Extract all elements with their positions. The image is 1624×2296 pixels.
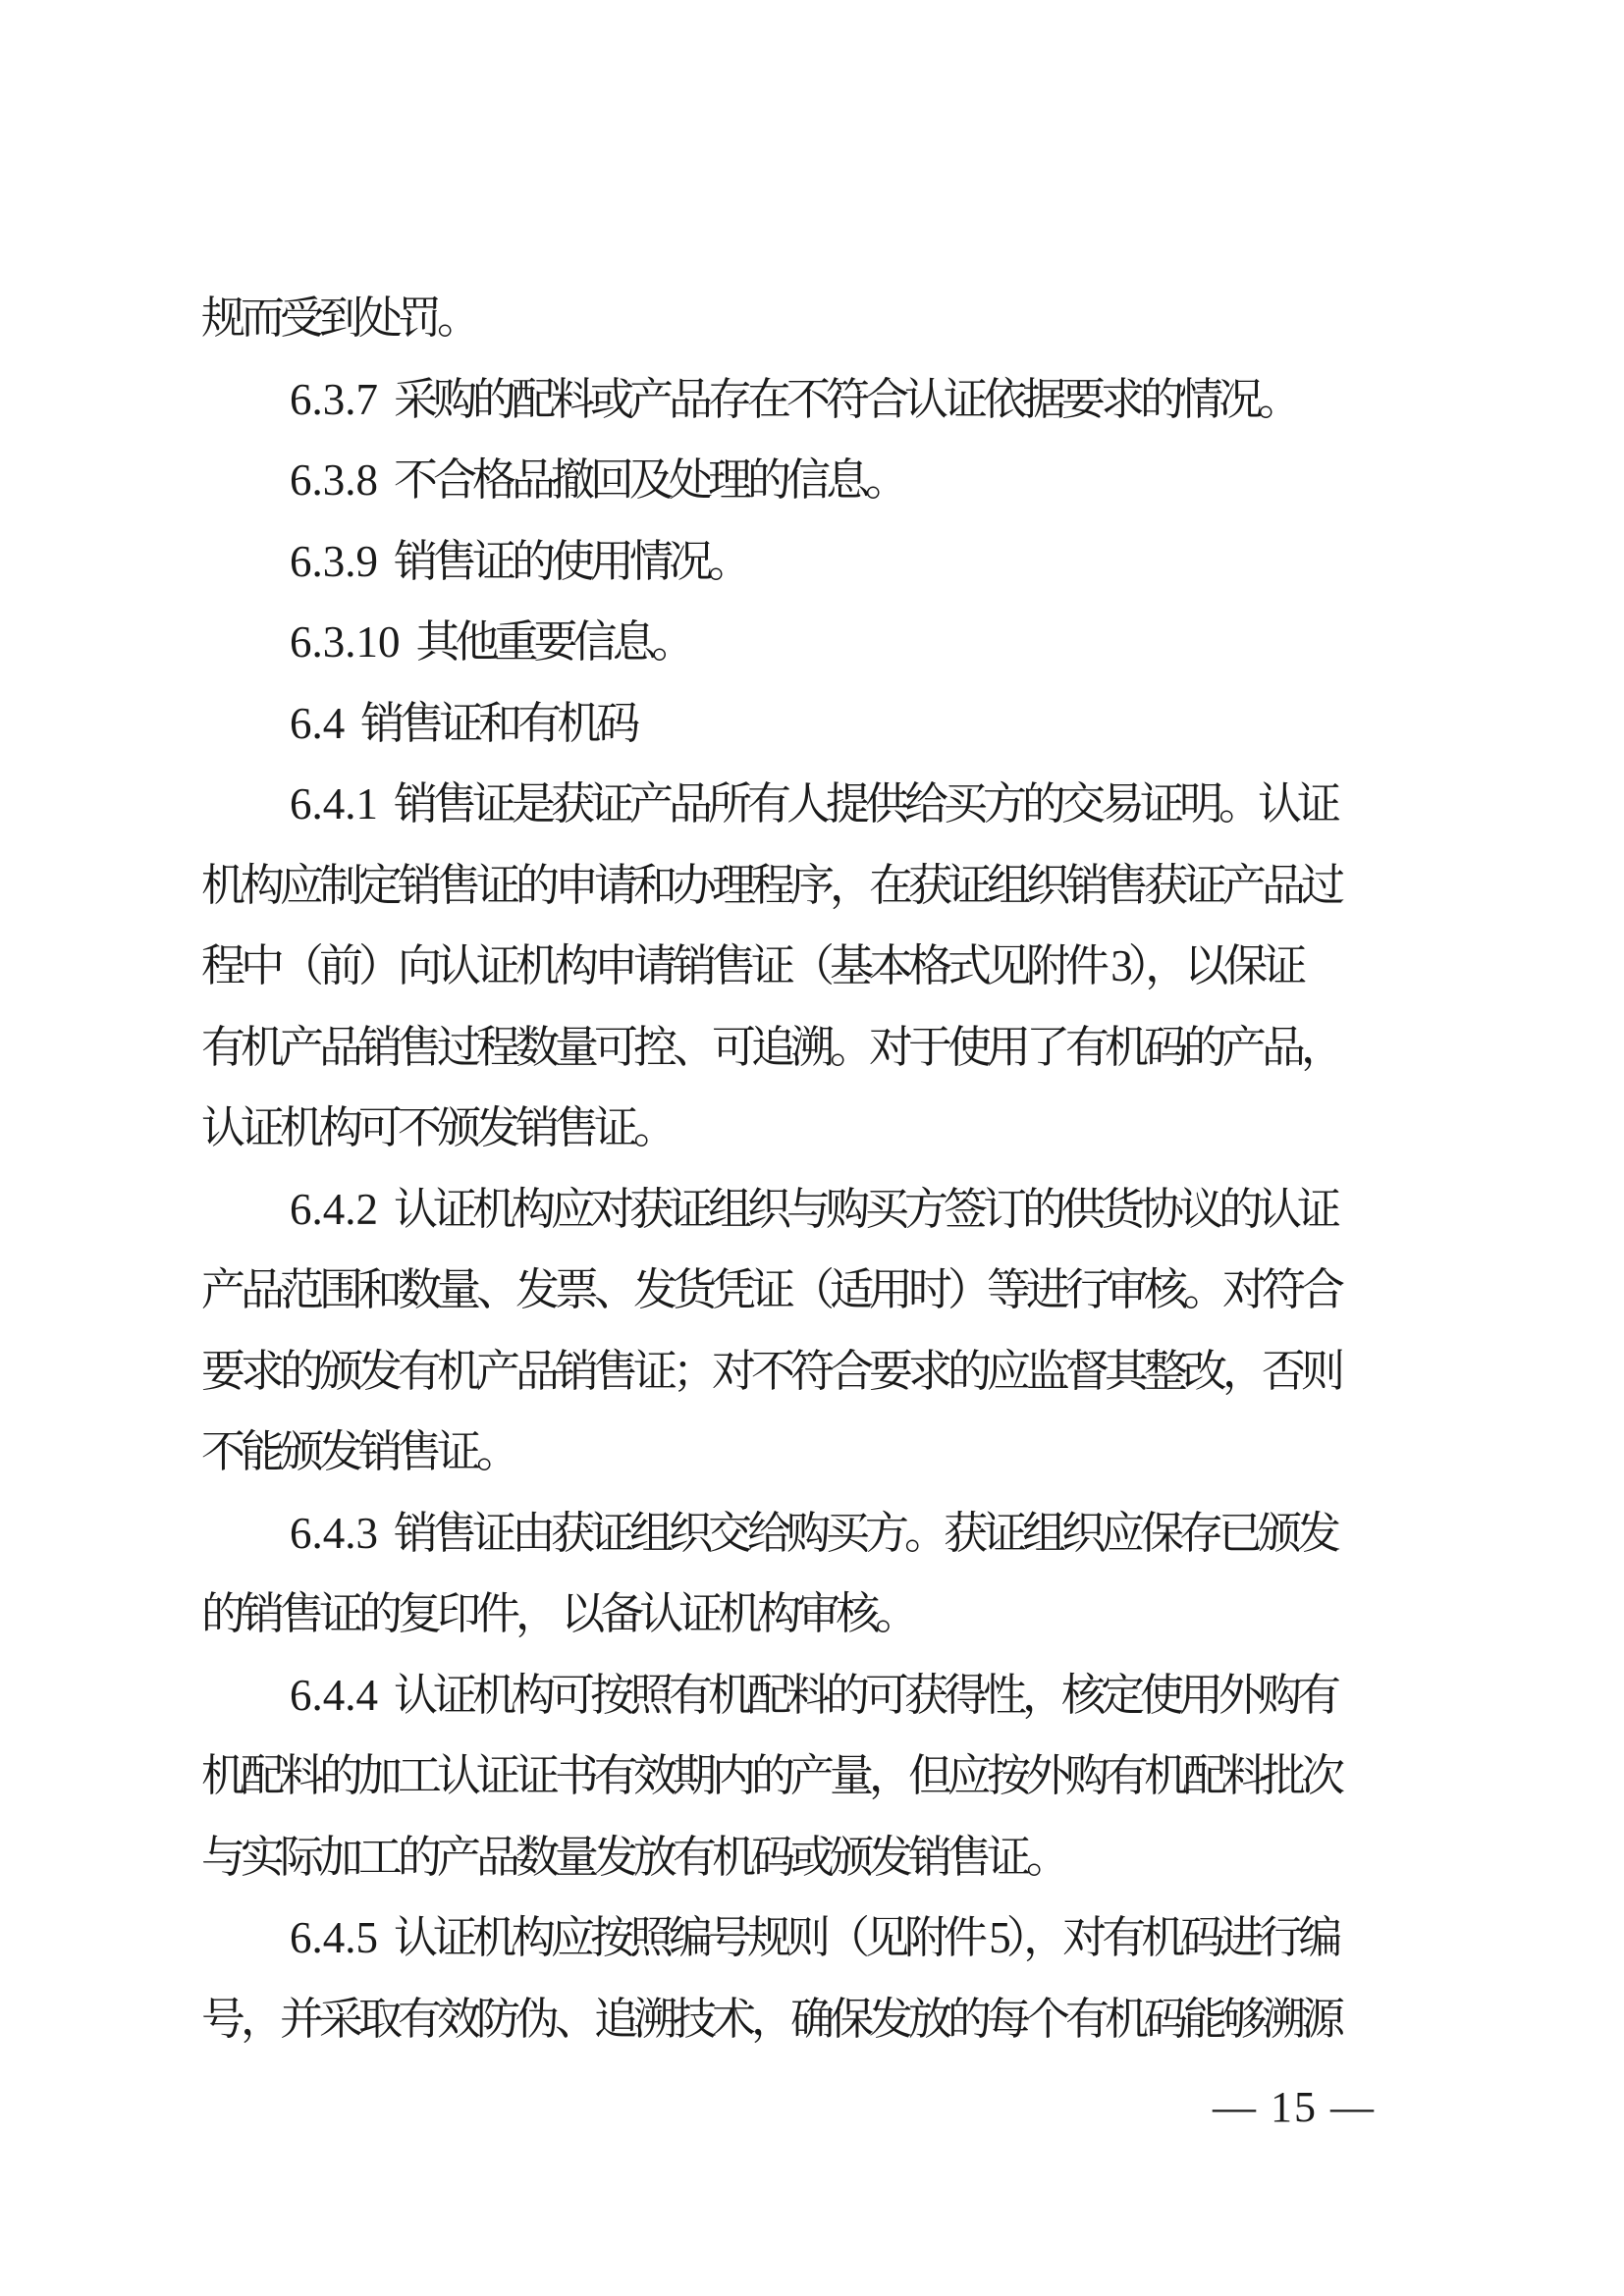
text-line [201,1655,1355,1736]
text-line-content: 不能颁发销售证。 [201,1427,516,1476]
text-line-content: 销售证的使用情况。 [394,536,748,586]
text-line [201,1897,1355,1979]
section-number: 6.4.1 [290,779,378,828]
text-line-content: 认证机构应按照编号规则（见附件 5），对有机码进行编 [394,1913,1338,1962]
text-line [201,1331,1355,1413]
text-line-content: 认证机构可不颁发销售证。 [201,1103,674,1152]
text-line [201,683,1355,765]
text-line [201,1250,1355,1331]
text-line-content: 号，并采取有效防伪、追溯技术，确保发放的每个有机码能够溯源 [201,1994,1341,2044]
text-line-content: 的销售证的复印件， 以备认证机构审核。 [201,1589,915,1638]
text-line-content: 认证机构可按照有机配料的可获得性，核定使用外购有 [394,1670,1337,1720]
text-line-content: 产品范围和数量、发票、发货凭证（适用时）等进行审核。对符合 [201,1265,1341,1314]
text-line-content: 不合格品撤回及处理的信息。 [394,455,905,505]
text-line-content: 与实际加工的产品数量发放有机码或颁发销售证。 [201,1832,1066,1882]
text-line [201,845,1355,927]
section-number: 6.3.10 [290,617,401,667]
page-number: — 15 — [1213,2083,1376,2131]
text-line-content: 有机产品销售过程数量可控、可追溯。对于使用了有机码的产品， [201,1022,1341,1072]
text-line [201,1817,1355,1898]
text-line [201,1574,1355,1655]
text-line [201,1735,1355,1817]
section-number: 6.4.3 [290,1508,378,1558]
section-number: 6.4 [290,698,346,748]
text-line-content: 采购的配料或产品存在不符合认证依据要求的情况。 [394,374,1298,424]
text-line [201,1493,1355,1575]
text-line [201,359,1355,441]
text-line-content: 规而受到处罚。 [201,294,477,343]
text-line-content: 机构应制定销售证的申请和办理程序，在获证组织销售获证产品过 [201,860,1341,910]
text-line-content: 机配料的加工认证证书有效期内的产量，但应按外购有机配料批次 [201,1751,1341,1800]
text-line-content: 销售证和有机码 [360,698,636,748]
text-line [201,764,1355,845]
text-line-content: 程中（前）向认证机构申请销售证（基本格式见附件 3），以保证 [201,941,1303,990]
text-line [201,1007,1355,1089]
text-line [201,521,1355,603]
text-line [201,1412,1355,1493]
text-line [201,1088,1355,1169]
section-number: 6.4.4 [290,1670,378,1720]
text-line [201,602,1355,683]
document-body [201,278,1355,2059]
section-number: 6.3.7 [290,374,378,424]
text-line [201,1979,1355,2060]
text-line-content: 销售证由获证组织交给购买方。获证组织应保存已颁发 [394,1508,1337,1558]
section-number: 6.3.9 [290,536,378,586]
section-number: 6.3.8 [290,455,378,505]
text-line-content: 要求的颁发有机产品销售证；对不符合要求的应监督其整改，否则 [201,1346,1341,1396]
text-line-content: 认证机构应对获证组织与购买方签订的供货协议的认证 [394,1184,1337,1234]
text-line [201,278,1355,359]
text-line-content: 销售证是获证产品所有人提供给买方的交易证明。认证 [394,779,1337,828]
text-line [201,926,1355,1007]
section-number: 6.4.2 [290,1184,378,1234]
text-line [201,1169,1355,1251]
text-line [201,440,1355,521]
section-number: 6.4.5 [290,1913,378,1962]
text-line-content: 其他重要信息。 [415,617,691,667]
